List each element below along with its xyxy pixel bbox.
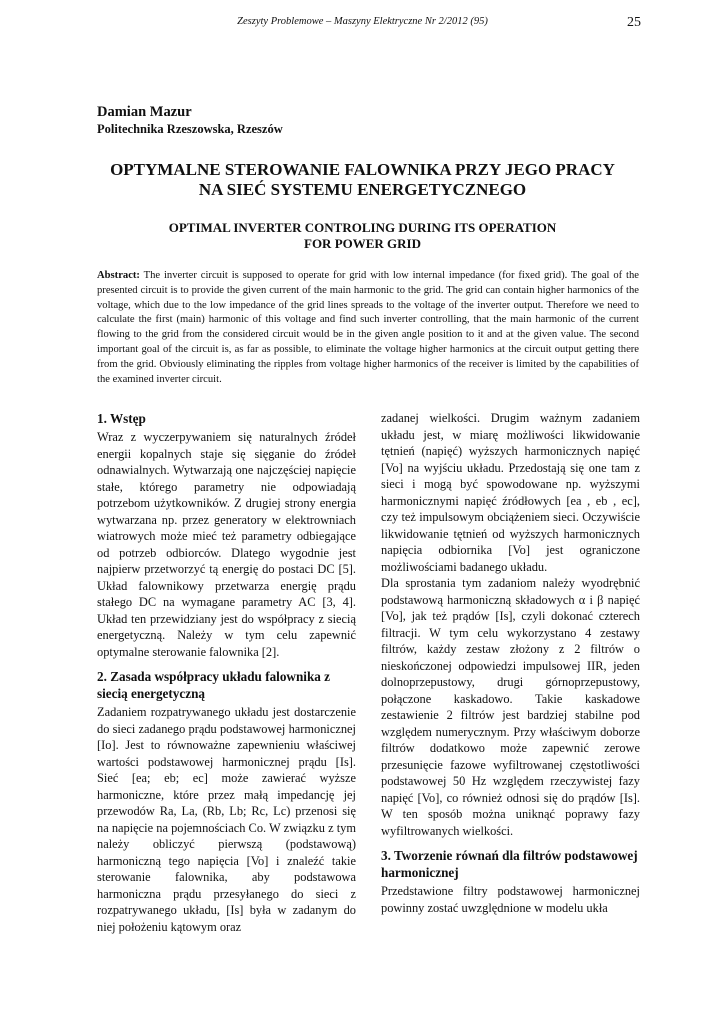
- left-column: [97, 410, 356, 935]
- author-block: [97, 104, 283, 137]
- page-number: 25: [627, 15, 641, 30]
- title-polish-line-2: NA SIEĆ SYSTEMU ENERGETYCZNEGO: [198, 180, 527, 199]
- author-affiliation: Politechnika Rzeszowska, Rzeszów: [97, 122, 283, 136]
- title-polish: [60, 160, 665, 200]
- right-column: [381, 410, 640, 916]
- running-head: Zeszyty Problemowe – Maszyny Elektryczne Nr 2/2012 (95): [237, 16, 488, 27]
- section-2-paragraph-1: Zadaniem rozpatrywanego układu jest dostarczenie do sieci zadanego prądu podstawowej harmonicznej [Io]. Jest to równoważne zapewnieniu właściwej wartości podstawowej harmonicznej prądu [Is]. Sieć [ea; eb; ec] może zawierać wyższe harmoniczne, które przez małą impedancję jej przewodów Ra, La, (Rb, Lb; Rc, Lc) przenosi się na napięcie na pojemnościach Co. W związku z tym należy obliczyć pierwszą (podstawową) harmoniczną tego napięcia [Vo] i znaleźć takie sterowanie falownika, aby podstawowa harmoniczna prądu przesyłanego do sieci z rozpatrywanego układu, [Is] była w zadanym do niej położeniu kątowym oraz: [97, 705, 356, 934]
- abstract: [97, 269, 639, 387]
- title-english-line-2: FOR POWER GRID: [304, 236, 421, 251]
- author-name: Damian Mazur: [97, 104, 192, 120]
- section-2-paragraph-2: zadanej wielkości. Drugim ważnym zadaniem układu jest, w miarę możliwości likwidowanie tętnień (napięć) wyższych harmonicznych napięć [Vo] na wyjściu układu. Przedostają się one tam z sieci i mogą być spowodowane np. wyższymi harmonicznymi napięć źródłowych [ea , eb , ec], czy też impulsowym obciążeniem sieci. Oczywiście likwidowanie tętnień od wyższych harmonicznych napięcia odbiornika [Vo] jest ograniczone możliwościami badanego układu.: [381, 411, 640, 574]
- section-1-heading: 1. Wstęp: [97, 411, 146, 426]
- section-2-paragraph-3: Dla sprostania tym zadaniom należy wyodrębnić podstawową harmoniczną składowych α i β napięć [Vo], jak też prądów [Is], czyli dokonać czterech filtracji. W tym celu wykorzystano 4 zestawy filtrów, każdy zestaw złożony z 2 filtrów o nieskończonej odpowiedzi impulsowej IIR, jeden dolnoprzepustowy, drugi górnoprzepustowy, połączone kaskadowo. Takie kaskadowe zestawienie 2 filtrów jest bardziej stabilne pod względem numerycznym. Przy właściwym doborze filtrów dodatkowo może zapewnić zerowe przesunięcie fazowe wyfiltrowanej częstotliwości podstawowej 50 Hz względem rzeczywistej fazy napięć [Vo], co również odnosi się do prądów [Is]. W ten sposób można uniknąć poprawy fazy wyfiltrowanych wielkości.: [381, 576, 640, 838]
- section-1-paragraph: Wraz z wyczerpywaniem się naturalnych źródeł energii kopalnych staje się sięganie do źródeł odnawialnych. Wytwarzają one najczęściej napięcie stałe, którego parametry nie odpowiadają potrzebom użytkowników. Z drugiej strony energia wytwarzana np. przez generatory w elektrowniach wiatrowych może mieć też parametry odbiegające od potrzeb odbiorców. Dlatego wygodnie jest najpierw przetworzyć tą energię do postaci DC [5]. Układ falownikowy przetwarza energię prądu stałego DC na wymagane parametry AC [3, 4]. Układ ten przewidziany jest do współpracy z siecią energetyczną. Należy w tym celu zapewnić optymalne sterowanie falownika [2].: [97, 430, 356, 659]
- title-english-line-1: OPTIMAL INVERTER CONTROLING DURING ITS OPERATION: [168, 220, 557, 235]
- title-polish-line-1: OPTYMALNE STEROWANIE FALOWNIKA PRZY JEGO PRACY: [110, 160, 615, 179]
- section-3-heading: 3. Tworzenie równań dla filtrów podstawowej harmonicznej: [381, 848, 638, 880]
- title-english: [60, 220, 665, 252]
- section-3-paragraph: Przedstawione filtry podstawowej harmonicznej powinny zostać uwzględnione w modelu ukła: [381, 884, 640, 915]
- section-2-heading: 2. Zasada współpracy układu falownika z siecią energetyczną: [97, 669, 331, 701]
- abstract-label: Abstract:: [97, 270, 140, 281]
- abstract-text: The inverter circuit is supposed to operate for grid with low internal impedance (for fixed grid). The goal of the presented circuit is to provide the given current of the main harmonic to the grid. The grid can contain higher harmonics of the voltage, which due to the low impedance of the grid lines spreads to the voltage of the inverter output. Therefore we need to calculate the first (main) harmonic of this voltage and find such inverter controlling, that the main harmonic of the current flowing to the grid from the considered circuit would be in the given angle position to it and at the given value. The second important goal of the circuit is, as far as possible, to eliminate the voltage higher harmonics at the circuit output getting there from the grid. Obviously eliminating the ripples from voltage higher harmonics of the receiver is limited by the capabilities of the examined inverter circuit.: [97, 270, 639, 385]
